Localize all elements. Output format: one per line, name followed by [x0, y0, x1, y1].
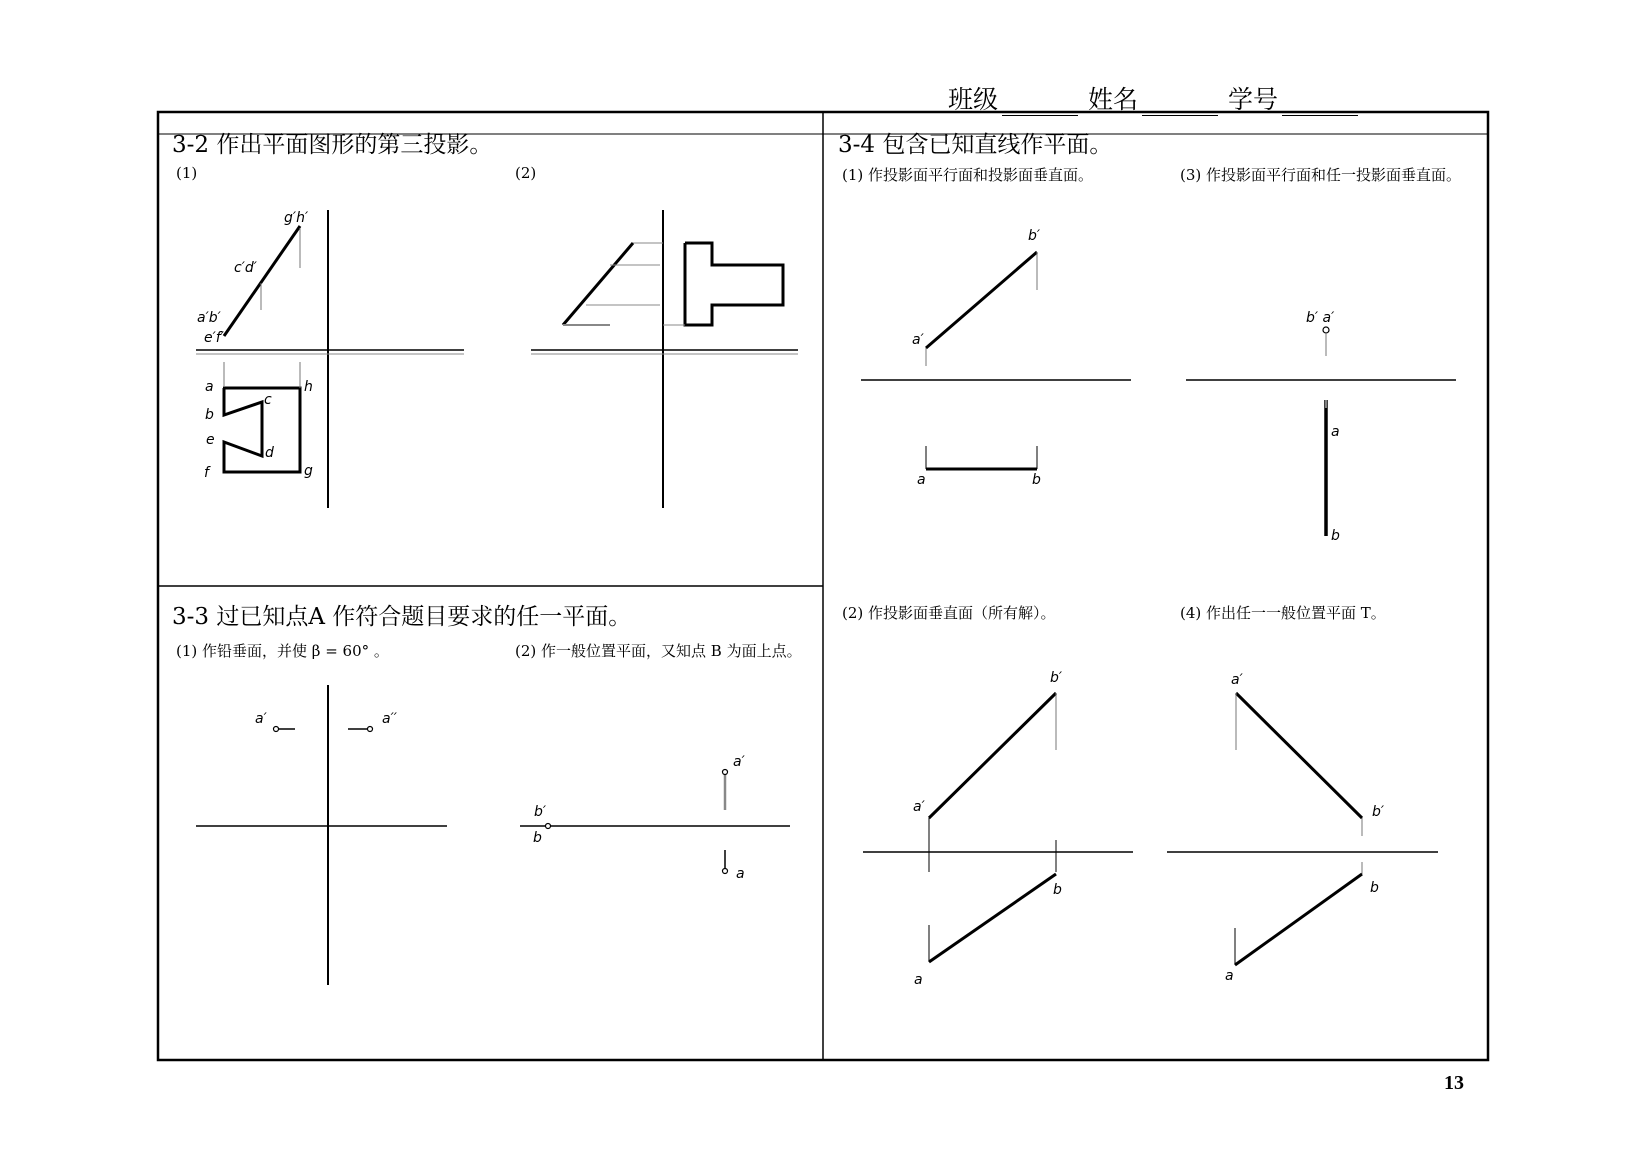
fig-3-3-2 [520, 770, 790, 874]
fig-3-2-2 [531, 210, 798, 508]
section-3-3-item2: (2) 作一般位置平面，又知点 B 为面上点。 [515, 642, 802, 660]
p1-label-a: a [917, 472, 926, 488]
section-3-4-title: 3-4 包含已知直线作平面。 [838, 132, 1113, 158]
page-number: 13 [1444, 1072, 1464, 1094]
label-a-double-prime: a′′ [382, 711, 397, 727]
label-f: f [204, 465, 209, 481]
p3-label-a: a [1331, 424, 1340, 440]
label-a-prime: a′ [255, 711, 267, 727]
section-3-4-item1: (1) 作投影面平行面和投影面垂直面。 [842, 166, 1094, 184]
label-b: b [205, 407, 214, 423]
label-g: g [304, 463, 313, 479]
class-label: 班级 [948, 85, 999, 114]
label-e: e [206, 432, 215, 448]
name-label: 姓名 [1088, 85, 1139, 114]
p3-label-b: b [1331, 528, 1340, 544]
p3-label-ba-prime: b′ a′ [1306, 310, 1335, 326]
p1-label-b: b [1032, 472, 1041, 488]
label-d: d [265, 445, 274, 461]
p2-label-a-prime: a′ [913, 799, 925, 815]
p4-label-b: b [1370, 880, 1379, 896]
fig-3-3-1 [196, 685, 447, 985]
p1-label-b-prime: b′ [1028, 228, 1041, 244]
section-3-4-item2: (2) 作投影面垂直面（所有解）。 [842, 604, 1056, 622]
p2-label-b: b [1053, 882, 1062, 898]
fig-3-4-2 [863, 693, 1133, 962]
label-cd-prime: c′d′ [234, 260, 257, 276]
fig-3-4-3 [1186, 327, 1456, 536]
section-3-3-title: 3-3 过已知点A 作符合题目要求的任一平面。 [172, 604, 632, 630]
label-a-prime-2: a′ [733, 754, 745, 770]
p4-label-a-prime: a′ [1231, 672, 1243, 688]
label-b: b [533, 830, 542, 846]
fig-3-4-4 [1167, 693, 1438, 965]
p4-label-b-prime: b′ [1372, 804, 1385, 820]
label-h: h [304, 379, 313, 395]
section-3-2-item2: (2) [515, 164, 537, 182]
student-id-label: 学号 [1228, 85, 1279, 114]
label-ef-prime: e′f′ [204, 330, 224, 346]
p2-label-b-prime: b′ [1050, 670, 1063, 686]
section-3-2-title: 3-2 作出平面图形的第三投影。 [172, 132, 493, 158]
p2-label-a: a [914, 972, 923, 988]
section-3-3-item1: (1) 作铅垂面，并使 β = 60° 。 [176, 642, 389, 660]
section-3-2-item1: (1) [176, 164, 198, 182]
label-a: a [205, 379, 214, 395]
section-3-4-item4: (4) 作出任一一般位置平面 T。 [1180, 604, 1386, 622]
label-c: c [264, 392, 272, 408]
label-a-2: a [736, 866, 745, 882]
label-ab-prime: a′b′ [197, 310, 221, 326]
p1-label-a-prime: a′ [912, 332, 924, 348]
fig-3-2-1 [196, 210, 464, 508]
label-b-prime: b′ [534, 804, 547, 820]
section-3-4-item3: (3) 作投影面平行面和任一投影面垂直面。 [1180, 166, 1462, 184]
label-gh-prime: g′h′ [284, 210, 309, 226]
p4-label-a: a [1225, 968, 1234, 984]
fig-3-4-1 [861, 252, 1131, 469]
